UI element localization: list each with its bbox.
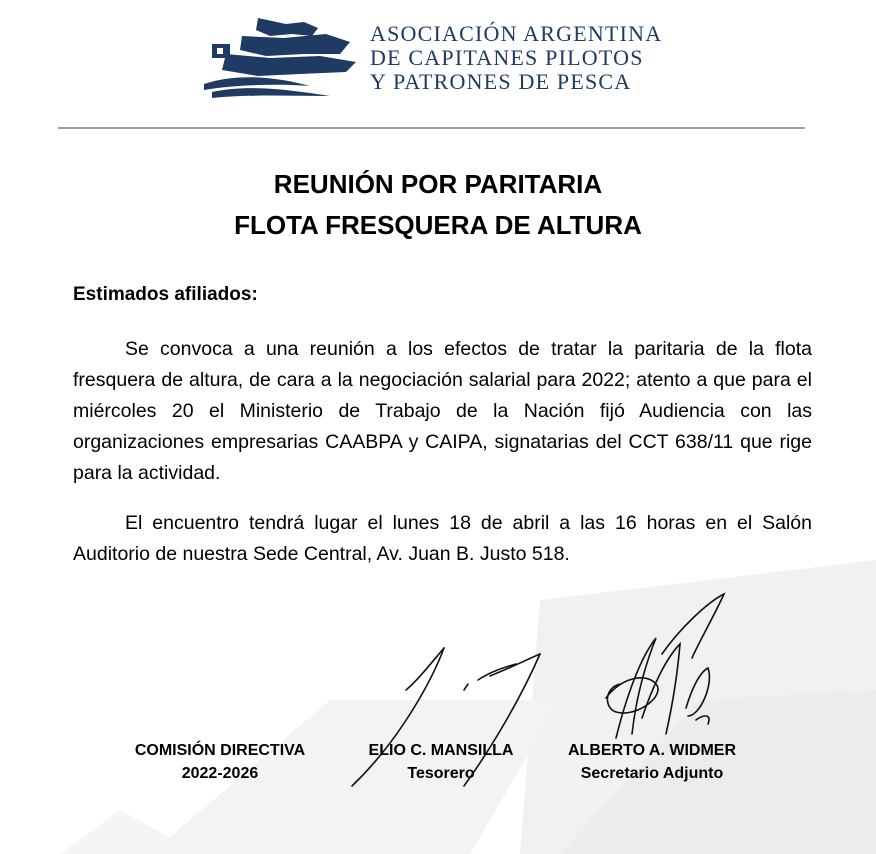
signature-widmer — [596, 588, 736, 740]
ship-icon — [200, 14, 358, 100]
org-line-2: DE CAPITANES PILOTOS — [370, 45, 644, 70]
signatory-role: Tesorero — [407, 765, 475, 782]
header-divider — [58, 127, 805, 129]
document-title-line-1: REUNIÓN POR PARITARIA — [273, 169, 603, 199]
signature-mansilla — [340, 640, 550, 790]
org-line-3: Y PATRONES DE PESCA — [370, 69, 632, 94]
org-line-1: ASOCIACIÓN ARGENTINA — [370, 21, 663, 46]
organization-name — [370, 22, 662, 94]
signatory-role: Secretario Adjunto — [580, 765, 724, 782]
signatory-name: ELIO C. MANSILLA — [368, 742, 514, 759]
paragraph-2: El encuentro tendrá lugar el lunes 18 de abril a las 16 horas en el Salón Auditorio de nuestra Sede Central, Av. Juan B. Justo 518. — [73, 512, 812, 565]
paragraph-1: Se convoca a una reunión a los efectos de tratar la paritaria de la flota fresquera de altura, de cara a la negociación salarial para 2022; atento a que para el miércoles 20 el Ministerio de Trabajo de la Nación fijó Audiencia con las organizaciones empresarias CAABPA y CAIPA, signatarias del CCT 638/11 que rige para la actividad. — [73, 338, 812, 484]
signatory-widmer — [560, 739, 744, 785]
signatory-comision-directiva — [130, 739, 310, 785]
signatory-name: COMISIÓN DIRECTIVA — [134, 742, 306, 759]
signatory-role: 2022-2026 — [181, 765, 259, 782]
document-title-line-2: FLOTA FRESQUERA DE ALTURA — [234, 210, 642, 240]
signatory-name: ALBERTO A. WIDMER — [568, 742, 736, 759]
greeting: Estimados afiliados: — [73, 284, 258, 305]
